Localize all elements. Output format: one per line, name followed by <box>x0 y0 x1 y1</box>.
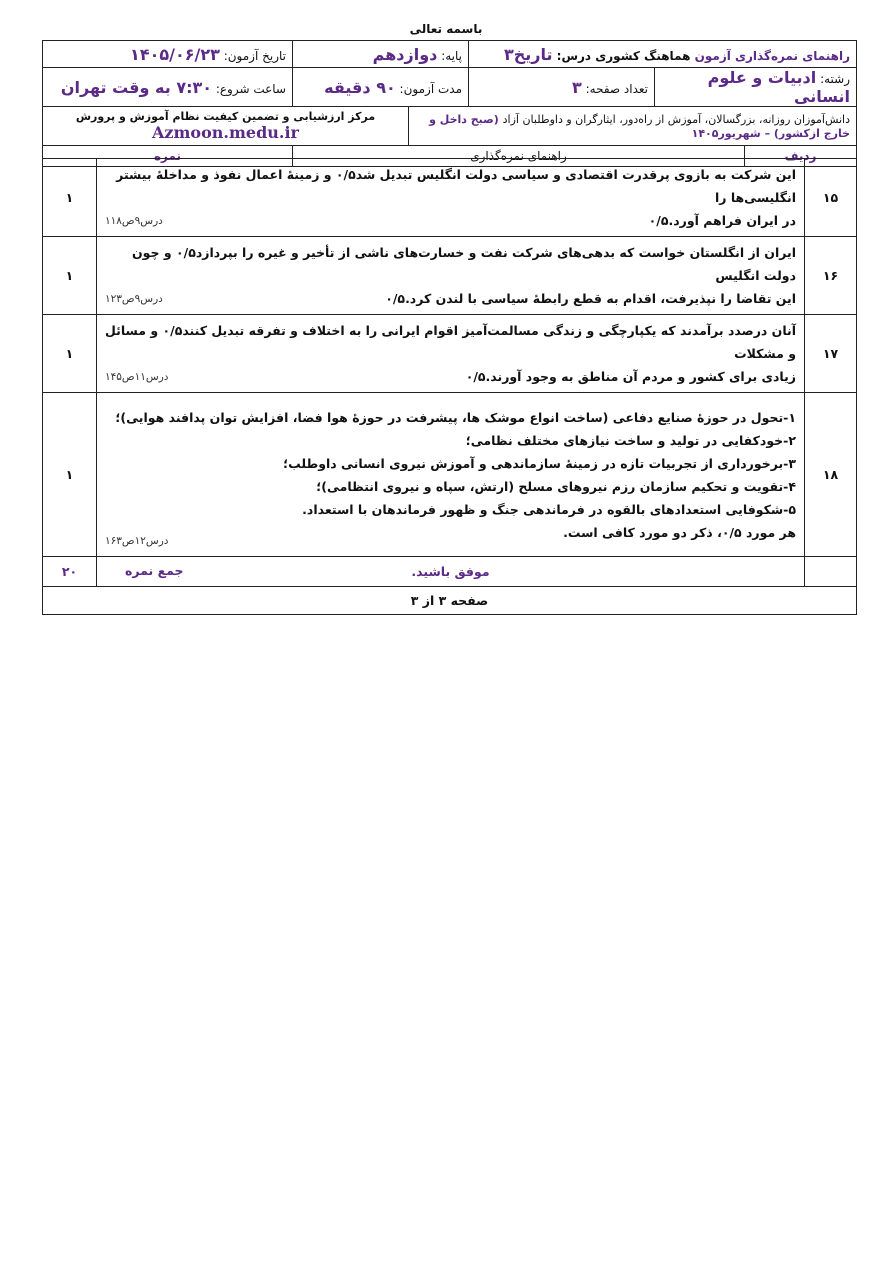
row-number: ۱۶ <box>805 237 857 315</box>
answer-line: آنان درصدد برآمدند که یکپارچگی و زندگی مسالمت‌آمیز اقوام ایرانی را به اختلاف و تفرقه تبدیل کنند۰/۵ و مسائل و مشکلات <box>105 323 796 361</box>
grade-value: دوازدهم <box>372 44 438 64</box>
audience-text: دانش‌آموزان روزانه، بزرگسالان، آموزش از راه‌دور، ایثارگران و داوطلبان آزاد <box>502 113 851 126</box>
duration-value: ۹۰ دقیقه <box>324 77 396 97</box>
field-label: رشته: <box>820 72 851 86</box>
center-cell <box>43 107 409 146</box>
table-row <box>43 393 857 557</box>
answer-text <box>97 159 805 237</box>
guide-title-prefix: راهنمای نمره‌گذاری آزمون <box>694 48 851 63</box>
page-heading: باسمه تعالی <box>409 22 483 36</box>
date-label: تاریخ آزمون: <box>223 48 286 63</box>
field-cell <box>655 68 857 107</box>
table-row <box>43 315 857 393</box>
session-text: (صبح داخل و خارج ازکشور) – شهریور۱۴۰۵ <box>429 113 851 140</box>
answer-line: زیادی برای کشور و مردم آن مناطق به وجود آورند.۰/۵ <box>465 369 796 384</box>
good-luck-text: موفق باشید. <box>411 564 490 579</box>
answer-text <box>97 393 805 557</box>
grade-cell <box>293 41 469 68</box>
answer-line: هر مورد ۰/۵، ذکر دو مورد کافی است. <box>563 524 796 540</box>
row-number: ۱۷ <box>805 315 857 393</box>
exam-header-table <box>42 40 857 167</box>
lesson-reference: درس۹ص۱۲۳ <box>105 293 163 305</box>
column-header-score: نمره <box>43 146 293 167</box>
answer-line: ایران از انگلستان خواست که بدهی‌های شرکت نفت و خسارت‌های ناشی از تأخیر و غیره را بپردازد۰/۵ و چون دولت انگلیس <box>132 245 796 283</box>
grade-label: پایه: <box>441 48 462 63</box>
lesson-reference: درس۱۲ص۱۶۳ <box>105 535 169 547</box>
column-header-guide: راهنمای نمره‌گذاری <box>293 146 745 167</box>
row-score: ۱ <box>43 393 97 557</box>
audience-cell <box>409 107 857 146</box>
course-name: تاریخ۳ <box>503 44 553 64</box>
total-label: جمع نمره <box>125 563 184 578</box>
answer-table <box>42 158 857 615</box>
lesson-reference: درس۹ص۱۱۸ <box>105 215 163 227</box>
pages-label: تعداد صفحه: <box>585 81 649 96</box>
page-number: صفحه ۳ از ۳ <box>43 587 857 615</box>
answer-rows <box>43 159 857 557</box>
pages-value: ۳ <box>572 77 582 97</box>
answer-text <box>97 237 805 315</box>
field-value: ادبیات و علوم انسانی <box>707 68 851 106</box>
table-row <box>43 159 857 237</box>
column-header-row: ردیف <box>745 146 857 167</box>
lesson-reference: درس۱۱ص۱۴۵ <box>105 371 169 383</box>
answer-line: این تقاضا را نپذیرفت، اقدام به قطع رابطهٔ سیاسی با لندن کرد.۰/۵ <box>385 291 796 306</box>
date-value: ۱۴۰۵/۰۶/۲۳ <box>130 44 220 64</box>
center-name: مرکز ارزشیابی و تضمین کیفیت نظام آموزش و پرورش <box>75 110 376 123</box>
website-link[interactable]: Azmoon.medu.ir <box>152 123 299 142</box>
row-score: ۱ <box>43 159 97 237</box>
start-cell <box>43 68 293 107</box>
answer-line: ۵-شکوفایی استعدادهای بالقوه در فرماندهی جنگ و ظهور فرماندهان با استعداد. <box>302 501 796 517</box>
row-score: ۱ <box>43 237 97 315</box>
row-number: ۱۸ <box>805 393 857 557</box>
row-number: ۱۵ <box>805 159 857 237</box>
row-score: ۱ <box>43 315 97 393</box>
answer-line: ۲-خودکفایی در تولید و ساخت نیازهای مختلف نظامی؛ <box>465 432 796 448</box>
answer-line: در ایران فراهم آورد.۰/۵ <box>648 213 796 228</box>
answer-line: ۴-تقویت و تحکیم سازمان رزم نیروهای مسلح (ارتش، سپاه و نیروی انتظامی)؛ <box>316 478 796 494</box>
duration-cell <box>293 68 469 107</box>
total-cell <box>805 557 857 587</box>
total-score: ۲۰ <box>43 557 97 587</box>
pages-cell <box>469 68 655 107</box>
answer-line: ۱-تحول در حوزهٔ صنایع دفاعی (ساخت انواع موشک ها، پیشرفت در حوزهٔ هوا فضا، افزایش توان پدافند هوایی)؛ <box>115 409 796 425</box>
duration-label: مدت آزمون: <box>399 81 462 96</box>
answer-line: این شرکت به بازوی پرقدرت اقتصادی و سیاسی دولت انگلیس تبدیل شد۰/۵ و زمینهٔ اعمال نفوذ و مداخلهٔ بیشتر انگلیسی‌ها را <box>116 167 796 205</box>
answer-text <box>97 315 805 393</box>
start-value: ۷:۳۰ به وقت تهران <box>60 77 213 97</box>
start-label: ساعت شروع: <box>215 81 286 96</box>
guide-title-mid: هماهنگ کشوری درس: <box>556 48 691 63</box>
table-row <box>43 237 857 315</box>
date-cell <box>43 41 293 68</box>
answer-line: ۳-برخورداری از تجربیات تازه در زمینهٔ سازماندهی و آموزش نیروی انسانی داوطلب؛ <box>283 455 796 471</box>
guide-title <box>469 41 857 68</box>
footer-cell <box>97 557 805 587</box>
